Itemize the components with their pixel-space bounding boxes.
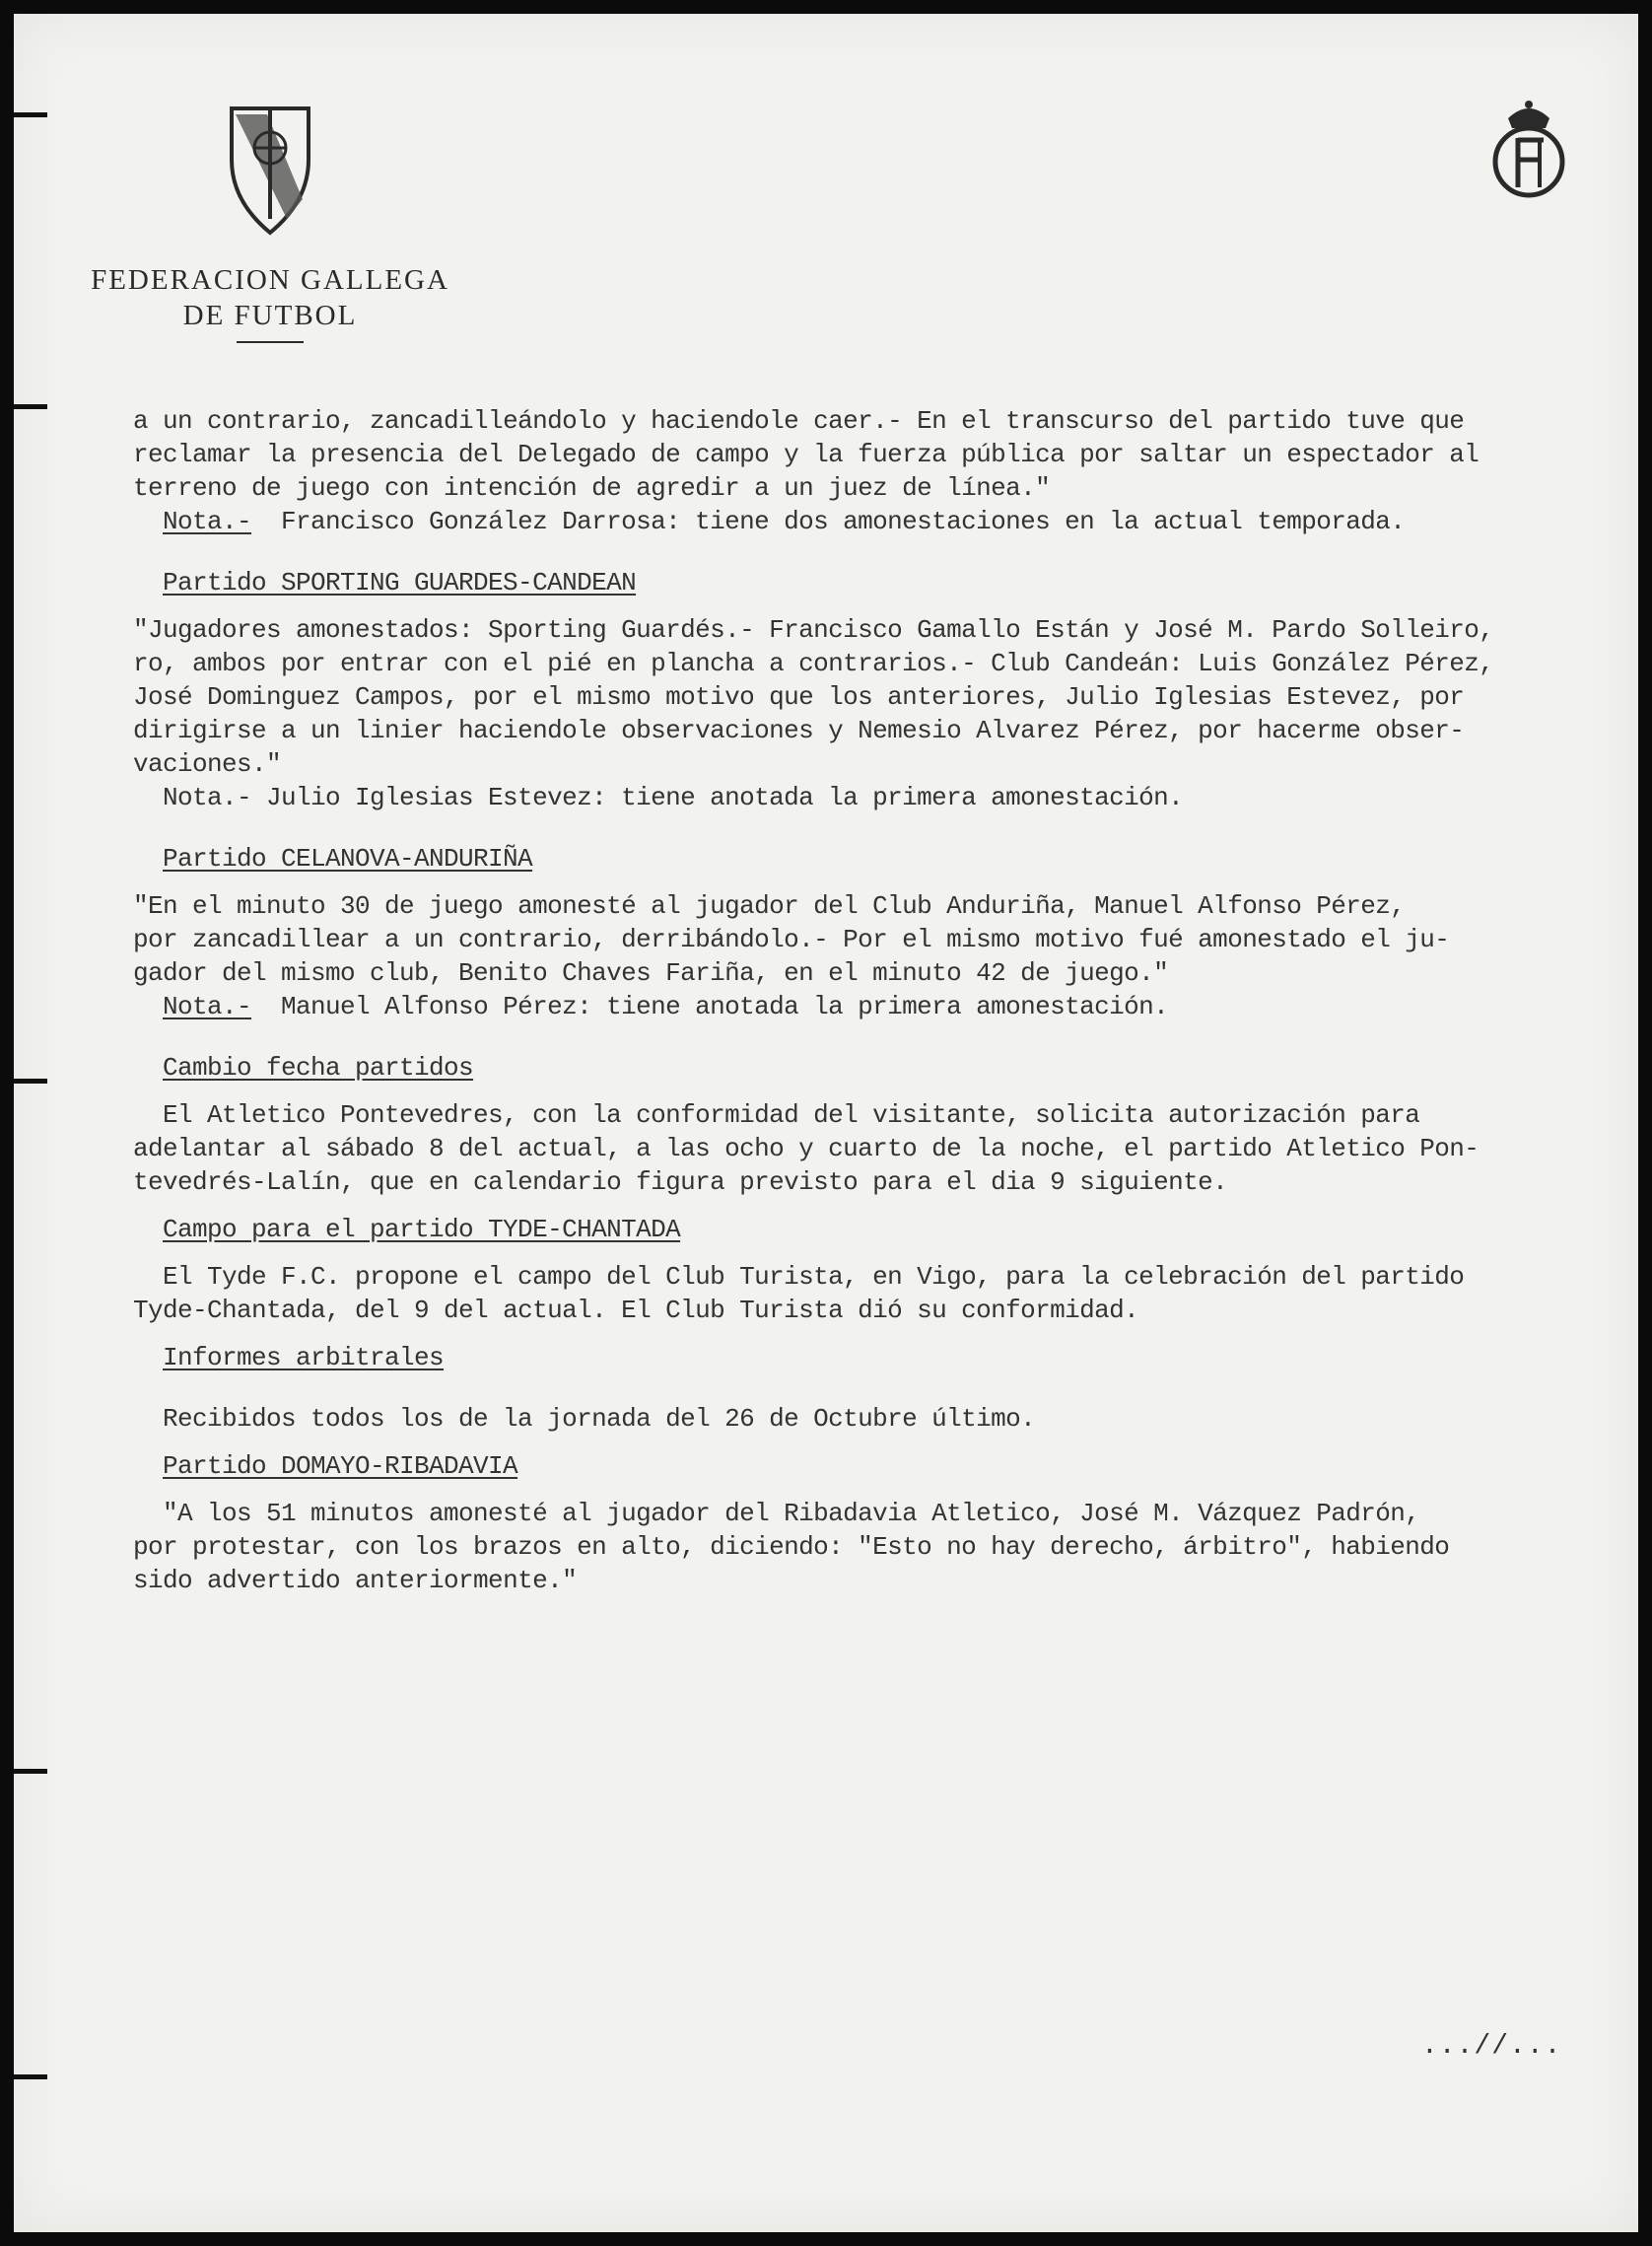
- section-line: "Jugadores amonestados: Sporting Guardés.- Francisco Gamallo Están y José M. Pardo Solleiro,: [133, 615, 1494, 645]
- binding-hole-mark: [14, 1079, 47, 1084]
- letterhead: [63, 103, 477, 343]
- section-title-tyde-chantada: Campo para el partido TYDE-CHANTADA: [163, 1215, 681, 1244]
- note-label: Nota.-: [163, 507, 252, 536]
- binding-hole-mark: [14, 112, 47, 117]
- section-line: ro, ambos por entrar con el pié en plancha a contrarios.- Club Candeán: Luis González Pérez,: [133, 649, 1494, 678]
- section-line: "A los 51 minutos amonesté al jugador del Ribadavia Atletico, José M. Vázquez Padrón,: [163, 1499, 1420, 1528]
- section-line: sido advertido anteriormente.": [133, 1566, 578, 1595]
- section-line: El Atletico Pontevedres, con la conformidad del visitante, solicita autorización para: [163, 1100, 1420, 1130]
- org-name-line-1: FEDERACION GALLEGA: [91, 264, 449, 296]
- document-page: [14, 14, 1638, 2232]
- section-title-domayo-ribadavia: Partido DOMAYO-RIBADAVIA: [163, 1451, 518, 1481]
- section-line: por zancadillear a un contrario, derribándolo.- Por el mismo motivo fué amonestado el ju-: [133, 925, 1450, 954]
- section-line: dirigirse a un linier haciendole observaciones y Nemesio Alvarez Pérez, por hacerme obser-: [133, 716, 1465, 745]
- section-title-sporting-guardes-candean: Partido SPORTING GUARDES-CANDEAN: [163, 568, 637, 597]
- section-line: José Dominguez Campos, por el mismo motivo que los anteriores, Julio Iglesias Estevez, por: [133, 682, 1465, 712]
- galician-federation-shield-icon: [226, 103, 314, 237]
- section-line: Tyde-Chantada, del 9 del actual. El Club Turista dió su conformidad.: [133, 1296, 1139, 1325]
- intro-line: terreno de juego con intención de agredir a un juez de línea.": [133, 473, 1051, 503]
- intro-line: reclamar la presencia del Delegado de campo y la fuerza pública por saltar un espectador al: [133, 440, 1480, 469]
- note-3: [133, 990, 1631, 1023]
- section-line: tevedrés-Lalín, que en calendario figura previsto para el dia 9 siguiente.: [133, 1167, 1228, 1197]
- section-line: adelantar al sábado 8 del actual, a las ocho y cuarto de la noche, el partido Atletico Pon-: [133, 1134, 1480, 1163]
- org-name-line-2: DE FUTBOL: [182, 300, 358, 331]
- section-title-celanova-andurina: Partido CELANOVA-ANDURIÑA: [163, 844, 533, 874]
- binding-hole-mark: [14, 404, 47, 409]
- section-line: "En el minuto 30 de juego amonesté al jugador del Club Anduriña, Manuel Alfonso Pérez,: [133, 891, 1406, 921]
- divider: [237, 341, 304, 343]
- note-2: Nota.- Julio Iglesias Estevez: tiene anotada la primera amonestación.: [163, 783, 1184, 812]
- section-title-cambio-fecha: Cambio fecha partidos: [163, 1053, 474, 1083]
- intro-line: a un contrario, zancadilleándolo y haciendole caer.- En el transcurso del partido tuve que: [133, 406, 1465, 436]
- section-line: gador del mismo club, Benito Chaves Fariña, en el minuto 42 de juego.": [133, 958, 1169, 988]
- section-line: por protestar, con los brazos en alto, diciendo: "Esto no hay derecho, árbitro", habiendo: [133, 1532, 1450, 1562]
- note-text: Francisco González Darrosa: tiene dos amonestaciones en la actual temporada.: [281, 507, 1406, 536]
- document-body: [133, 404, 1631, 1597]
- note-1: [133, 505, 1631, 538]
- section-line: Recibidos todos los de la jornada del 26 de Octubre último.: [163, 1404, 1036, 1434]
- binding-hole-mark: [14, 2074, 47, 2079]
- note-label: Nota.-: [163, 992, 252, 1021]
- continuation-mark: ...//...: [1421, 2031, 1562, 2062]
- section-line: vaciones.": [133, 749, 282, 779]
- binding-hole-mark: [14, 1769, 47, 1774]
- spanish-federation-crown-emblem-icon: [1488, 95, 1569, 205]
- section-title-informes-arbitrales: Informes arbitrales: [163, 1343, 445, 1372]
- note-text: Manuel Alfonso Pérez: tiene anotada la primera amonestación.: [281, 992, 1169, 1021]
- section-line: El Tyde F.C. propone el campo del Club Turista, en Vigo, para la celebración del partido: [163, 1262, 1465, 1292]
